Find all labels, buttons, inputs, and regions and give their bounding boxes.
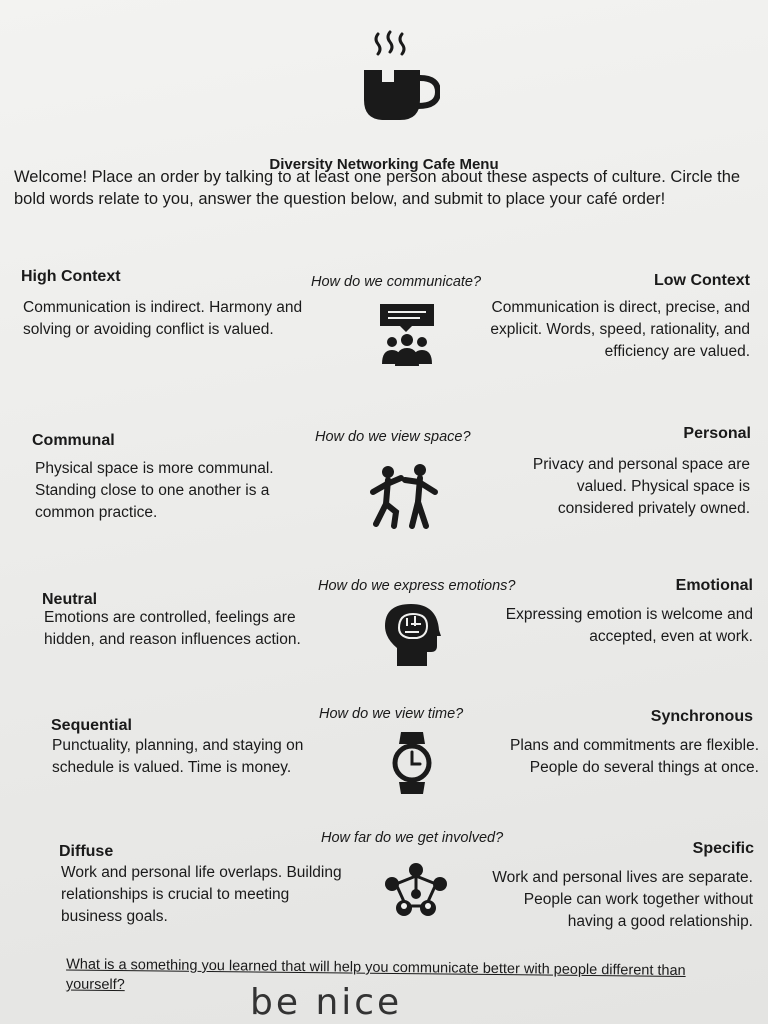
section-2-left-title: Communal [32, 432, 115, 449]
section-3-left-text: Emotions are controlled, feelings are hidden, and reason influences action. [44, 609, 301, 648]
section-1-right-title: Low Context [654, 272, 750, 289]
wristwatch-icon [391, 732, 433, 794]
section-5-left-title: Diffuse [59, 843, 114, 860]
section-3-question: How do we express emotions? [318, 578, 516, 594]
section-2-right-text: Privacy and personal space are valued. Physical space is considered privately owned. [532, 456, 750, 517]
section-2-question: How do we view space? [315, 429, 471, 445]
section-5-right-title: Specific [692, 840, 754, 857]
section-1-left-text: Communication is indirect. Harmony and solving or avoiding conflict is valued. [23, 299, 303, 338]
section-4-left-text: Punctuality, planning, and staying on schedule is valued. Time is money. [52, 737, 304, 776]
section-1-question: How do we communicate? [311, 274, 482, 290]
section-5-left-text: Work and personal life overlaps. Building relationships is crucial to meeting business goals. [61, 864, 342, 925]
section-1-left-title: High Context [21, 268, 121, 285]
handwritten-answer[interactable]: be nice [250, 982, 403, 1023]
people-dancing-icon [366, 464, 446, 530]
intro-text: Welcome! Place an order by talking to at least one person about these aspects of culture. Circle the bold words relate to you, answer the question below, and submit to place your café order! [14, 168, 741, 208]
people-talking-icon [376, 304, 438, 370]
section-2-right-title: Personal [683, 425, 751, 442]
coffee-cup-icon [360, 28, 440, 122]
section-2-left-text: Physical space is more communal. Standing close to one another is a common practice. [35, 460, 274, 521]
head-brain-icon [385, 604, 441, 666]
section-4-question: How do we view time? [319, 706, 464, 722]
section-4-right-text: Plans and commitments are flexible. People do several things at once. [510, 737, 759, 776]
reflection-question: What is a something you learned that will help you communicate better with people different than yourself? [65, 956, 686, 994]
section-5-right-text: Work and personal lives are separate. People can work together without having a good relationship. [492, 869, 753, 930]
section-4-right-title: Synchronous [650, 708, 753, 725]
section-3-right-text: Expressing emotion is welcome and accepted, even at work. [505, 606, 753, 645]
network-people-icon [382, 860, 450, 922]
section-5-question: How far do we get involved? [321, 830, 504, 846]
section-3-left-title: Neutral [42, 591, 98, 608]
section-4-left-title: Sequential [51, 717, 132, 734]
section-1-right-text: Communication is direct, precise, and explicit. Words, speed, rationality, and efficiency are valued. [490, 299, 750, 360]
section-3-right-title: Emotional [675, 577, 753, 594]
page-title: Diversity Networking Cafe Menu [269, 156, 499, 173]
